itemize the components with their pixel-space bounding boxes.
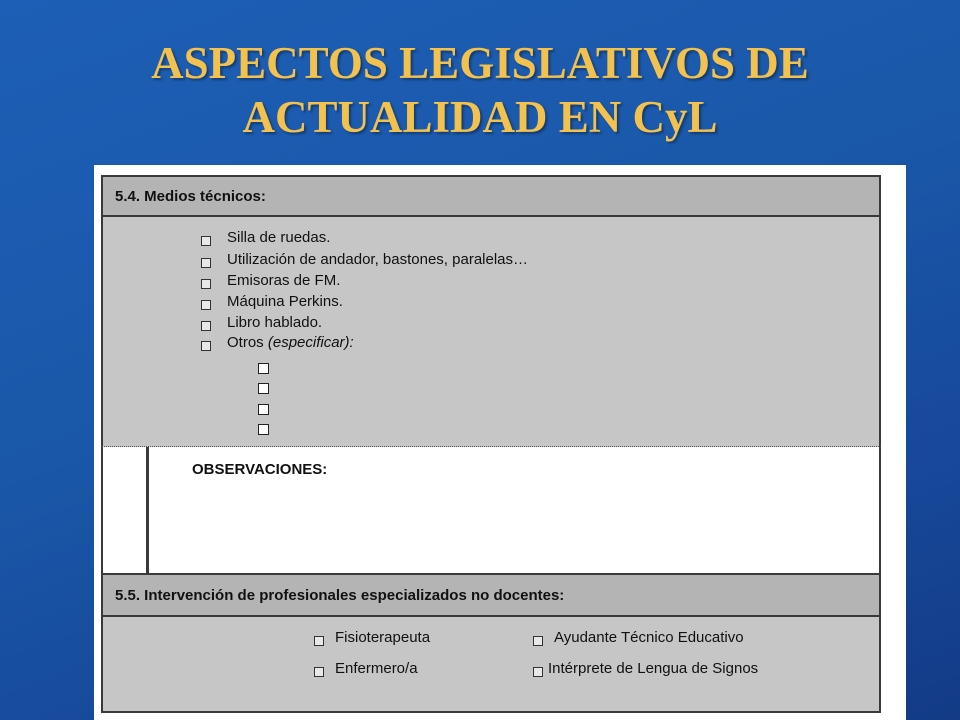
checkbox-andador[interactable] — [201, 258, 211, 268]
checkbox-libro-hablado[interactable] — [201, 321, 211, 331]
item-fisioterapeuta: Fisioterapeuta — [335, 629, 431, 646]
checkbox-otros-2[interactable] — [258, 383, 269, 394]
checkbox-silla-de-ruedas[interactable] — [201, 236, 211, 246]
item-andador: Utilización de andador, bastones, paralelas… — [227, 251, 529, 268]
section-55-header — [101, 573, 881, 617]
item-enfermero: Enfermero/a — [335, 660, 418, 677]
checkbox-otros[interactable] — [201, 341, 211, 351]
observaciones-margin — [101, 447, 149, 573]
section-54-title: 5.4. Medios técnicos: — [115, 188, 266, 205]
observaciones-area[interactable] — [101, 447, 881, 573]
section-54-header — [101, 175, 881, 217]
form-sheet — [94, 165, 906, 720]
item-interprete-signos: Intérprete de Lengua de Signos — [548, 660, 759, 677]
checkbox-ayudante-tecnico[interactable] — [533, 636, 543, 646]
slide-title-line-2: ACTUALIDAD EN CyL — [242, 92, 718, 142]
item-otros-label: Otros — [227, 334, 264, 351]
checkbox-enfermero[interactable] — [314, 667, 324, 677]
item-libro-hablado: Libro hablado. — [227, 314, 323, 331]
checkbox-otros-1[interactable] — [258, 363, 269, 374]
checkbox-otros-3[interactable] — [258, 404, 269, 415]
item-silla-de-ruedas: Silla de ruedas. — [227, 229, 331, 246]
slide-title — [0, 36, 960, 144]
checkbox-fisioterapeuta[interactable] — [314, 636, 324, 646]
item-otros — [227, 334, 354, 351]
item-maquina-perkins: Máquina Perkins. — [227, 293, 343, 310]
checkbox-maquina-perkins[interactable] — [201, 300, 211, 310]
item-ayudante-tecnico: Ayudante Técnico Educativo — [554, 629, 744, 646]
observaciones-label: OBSERVACIONES: — [192, 461, 328, 478]
checkbox-interprete-signos[interactable] — [533, 667, 543, 677]
checkbox-emisoras-fm[interactable] — [201, 279, 211, 289]
section-54-body — [101, 217, 881, 447]
item-emisoras-fm: Emisoras de FM. — [227, 272, 341, 289]
item-otros-hint: (especificar): — [267, 334, 354, 351]
section-55-body — [101, 617, 881, 713]
checkbox-otros-4[interactable] — [258, 424, 269, 435]
slide-title-line-1: ASPECTOS LEGISLATIVOS DE — [151, 38, 809, 88]
section-55-title: 5.5. Intervención de profesionales especializados no docentes: — [115, 587, 565, 604]
